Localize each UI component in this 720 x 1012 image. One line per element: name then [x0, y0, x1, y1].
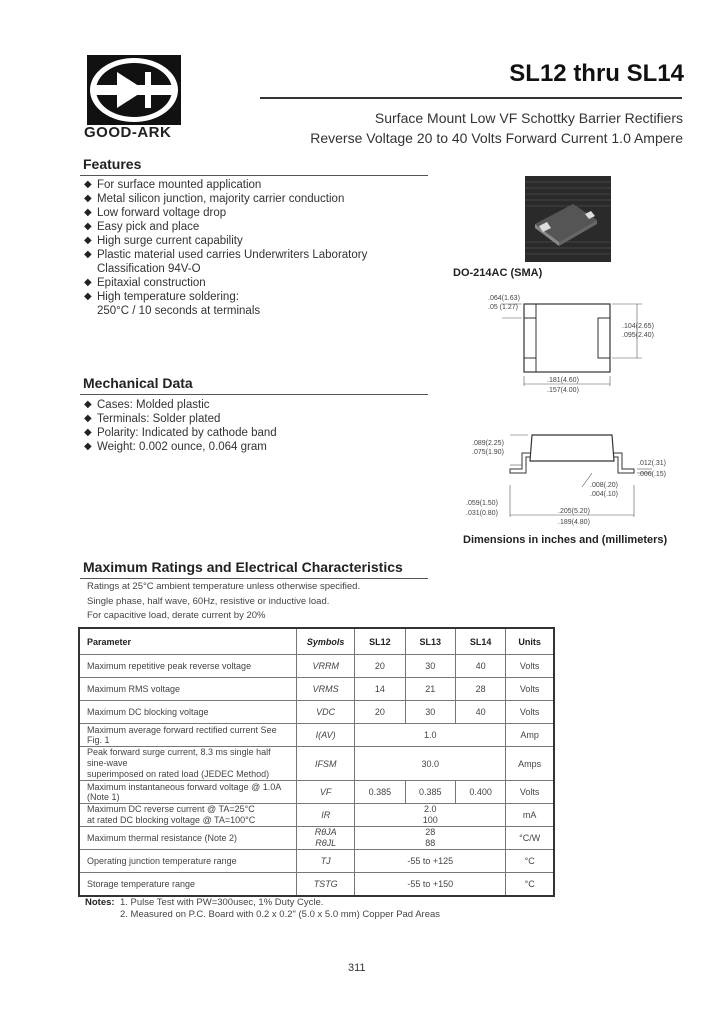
mechanical-heading: Mechanical Data [83, 375, 193, 391]
list-item: ◆ Epitaxial construction [84, 277, 206, 289]
symbol-cell: TJ [297, 850, 355, 873]
package-top-view-diagram [452, 286, 667, 396]
unit-cell: mA [506, 804, 554, 827]
value-cell: -55 to +150 [355, 873, 506, 897]
value-cell: 0.385 [405, 781, 455, 804]
package-side-view-diagram [452, 425, 677, 530]
value-cell: 30 [405, 701, 455, 724]
list-item: ◆ Plastic material used carries Underwriters Laboratory [84, 249, 368, 261]
dim-text: .05 (1.27) [488, 304, 518, 311]
value-cell: 40 [455, 701, 505, 724]
dim-text: .189(4.80) [558, 519, 590, 526]
list-item-continuation: 250°C / 10 seconds at terminals [97, 305, 261, 317]
dim-text: .157(4.00) [547, 387, 579, 394]
dim-text: .008(.20) [590, 482, 619, 489]
header-sl12: SL12 [355, 628, 405, 655]
condition-text: Ratings at 25°C ambient temperature unless otherwise specified. [87, 581, 361, 592]
unit-cell: °C [506, 850, 554, 873]
value-cell: 21 [405, 678, 455, 701]
diamond-bullet-icon: ◆ [84, 291, 92, 302]
table-header-row [79, 628, 554, 655]
ratings-table [78, 627, 555, 897]
value-cell: 14 [355, 678, 405, 701]
page-number: 311 [348, 962, 366, 974]
value-cell: -55 to +125 [355, 850, 506, 873]
header-parameter: Parameter [79, 628, 297, 655]
symbol-cell: VRRM [297, 655, 355, 678]
title-rule [260, 97, 682, 99]
dim-text: .089(2.25) [472, 440, 504, 447]
list-item-continuation: Classification 94V-O [97, 263, 201, 275]
param-cell: Operating junction temperature range [79, 850, 297, 873]
value-cell: 30 [405, 655, 455, 678]
table-row [79, 850, 554, 873]
package-label: DO-214AC (SMA) [453, 267, 543, 279]
symbol-cell: TSTG [297, 873, 355, 897]
condition-text: For capacitive load, derate current by 20% [87, 610, 266, 621]
unit-cell: °C/W [506, 827, 554, 850]
company-logo [87, 55, 181, 125]
list-item: ◆ Cases: Molded plastic [84, 399, 210, 411]
table-row [79, 873, 554, 897]
list-item: ◆ Easy pick and place [84, 221, 200, 233]
value-cell: 20 [355, 655, 405, 678]
diamond-bullet-icon: ◆ [84, 235, 92, 246]
dim-text: .012(.31) [638, 460, 667, 467]
diamond-bullet-icon: ◆ [84, 193, 92, 204]
value-cell: 0.400 [455, 781, 505, 804]
diamond-bullet-icon: ◆ [84, 221, 92, 232]
value-cell: 30.0 [355, 747, 506, 781]
dim-text: .006(.15) [638, 471, 667, 478]
dim-text: .095(2.40) [622, 332, 654, 339]
package-photo [525, 176, 611, 262]
table-row [79, 747, 554, 781]
param-cell: Maximum DC blocking voltage [79, 701, 297, 724]
diamond-bullet-icon: ◆ [84, 277, 92, 288]
list-item: ◆ Polarity: Indicated by cathode band [84, 427, 277, 439]
diamond-bullet-icon: ◆ [84, 413, 92, 424]
symbol-cell: IR [297, 804, 355, 827]
value-cell: 1.0 [355, 724, 506, 747]
list-item: ◆ High surge current capability [84, 235, 243, 247]
param-cell: Storage temperature range [79, 873, 297, 897]
dim-text: .181(4.60) [547, 377, 579, 384]
param-cell: Maximum average forward rectified current See Fig. 1 [79, 724, 297, 747]
table-row [79, 701, 554, 724]
features-rule [80, 175, 428, 176]
header-sl13: SL13 [405, 628, 455, 655]
list-item: ◆ Low forward voltage drop [84, 207, 227, 219]
unit-cell: °C [506, 873, 554, 897]
dim-text: .059(1.50) [466, 500, 498, 507]
unit-cell: Volts [506, 781, 554, 804]
dim-text: .205(5.20) [558, 508, 590, 515]
table-row [79, 781, 554, 804]
param-cell: Maximum repetitive peak reverse voltage [79, 655, 297, 678]
table-row [79, 827, 554, 850]
header-symbols: Symbols [297, 628, 355, 655]
symbol-cell: VF [297, 781, 355, 804]
value-cell: 20 [355, 701, 405, 724]
symbol-cell: IFSM [297, 747, 355, 781]
param-cell: Maximum RMS voltage [79, 678, 297, 701]
features-heading: Features [83, 156, 142, 172]
unit-cell: Volts [506, 678, 554, 701]
list-item: ◆ Weight: 0.002 ounce, 0.064 gram [84, 441, 267, 453]
mechanical-list [83, 398, 423, 454]
unit-cell: Amp [506, 724, 554, 747]
list-item: ◆ Metal silicon junction, majority carrier conduction [84, 193, 345, 205]
note-2: 2. Measured on P.C. Board with 0.2 x 0.2" (5.0 x 5.0 mm) Copper Pad Areas [120, 909, 441, 920]
value-cell: 2.0 100 [355, 804, 506, 827]
value-cell: 28 [455, 678, 505, 701]
page-title: SL12 thru SL14 [509, 60, 684, 87]
condition-text: Single phase, half wave, 60Hz, resistive or inductive load. [87, 596, 330, 607]
dim-text: .104(2.65) [622, 323, 654, 330]
ratings-heading: Maximum Ratings and Electrical Characteristics [83, 559, 403, 575]
notes-label: Notes: [85, 897, 115, 908]
diamond-bullet-icon: ◆ [84, 399, 92, 410]
param-cell: Maximum DC reverse current @ TA=25°C at rated DC blocking voltage @ TA=100°C [79, 804, 297, 827]
subtitle-line-1: Surface Mount Low VF Schottky Barrier Rectifiers [374, 110, 683, 126]
value-cell: 0.385 [355, 781, 405, 804]
unit-cell: Volts [506, 655, 554, 678]
param-cell: Peak forward surge current, 8.3 ms single half sine-wave superimposed on rated load (JEDEC Method) [79, 747, 297, 781]
features-list [83, 178, 423, 318]
diamond-bullet-icon: ◆ [84, 441, 92, 452]
diamond-bullet-icon: ◆ [84, 427, 92, 438]
param-cell: Maximum instantaneous forward voltage @ 1.0A (Note 1) [79, 781, 297, 804]
symbol-cell: RθJA RθJL [297, 827, 355, 850]
symbol-cell: VRMS [297, 678, 355, 701]
dimensions-caption: Dimensions in inches and (millimeters) [463, 534, 668, 546]
brand-name: GOOD-ARK [84, 124, 172, 141]
header-units: Units [506, 628, 554, 655]
symbol-cell: VDC [297, 701, 355, 724]
list-item: ◆ High temperature soldering: [84, 291, 239, 303]
value-cell: 40 [455, 655, 505, 678]
subtitle-line-2: Reverse Voltage 20 to 40 Volts Forward Current 1.0 Ampere [310, 130, 683, 146]
diamond-bullet-icon: ◆ [84, 179, 92, 190]
unit-cell: Volts [506, 701, 554, 724]
dim-text: .064(1.63) [488, 295, 520, 302]
dim-text: .031(0.80) [466, 510, 498, 517]
unit-cell: Amps [506, 747, 554, 781]
dim-text: .004(.10) [590, 491, 619, 498]
param-cell: Maximum thermal resistance (Note 2) [79, 827, 297, 850]
table-row [79, 678, 554, 701]
dim-text: .075(1.90) [472, 449, 504, 456]
table-row [79, 724, 554, 747]
symbol-cell: I(AV) [297, 724, 355, 747]
value-cell: 28 88 [355, 827, 506, 850]
table-row [79, 655, 554, 678]
diamond-bullet-icon: ◆ [84, 207, 92, 218]
list-item: ◆ Terminals: Solder plated [84, 413, 221, 425]
table-row [79, 804, 554, 827]
ratings-rule [80, 578, 428, 579]
header-sl14: SL14 [455, 628, 505, 655]
diamond-bullet-icon: ◆ [84, 249, 92, 260]
mechanical-rule [80, 394, 428, 395]
list-item: ◆ For surface mounted application [84, 179, 262, 191]
note-1: 1. Pulse Test with PW=300usec, 1% Duty Cycle. [120, 897, 324, 908]
